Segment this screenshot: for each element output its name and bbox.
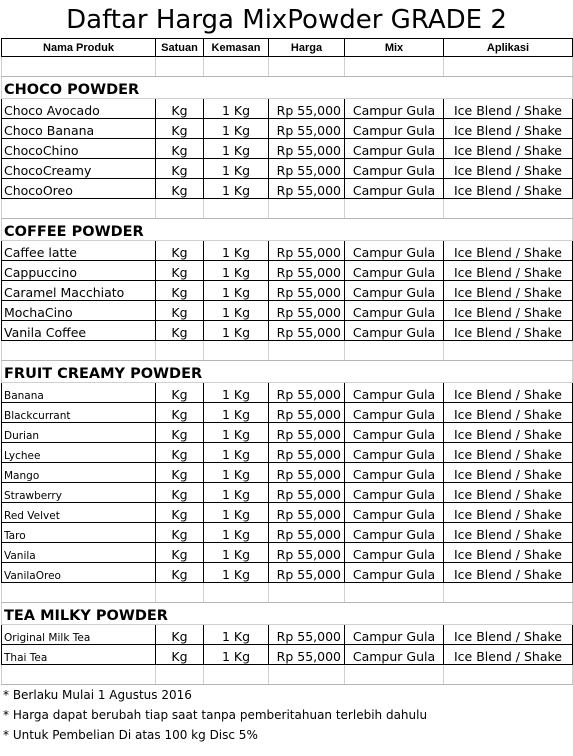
- header-aplikasi: Aplikasi: [444, 39, 573, 57]
- spacer-row: [2, 583, 573, 603]
- application-cell: Ice Blend / Shake: [444, 383, 573, 403]
- price-cell: Rp 55,000: [269, 321, 345, 341]
- empty-cell: [2, 199, 156, 219]
- price-cell: Rp 55,000: [269, 645, 345, 665]
- application-cell: Ice Blend / Shake: [444, 179, 573, 199]
- section-header-row: [2, 77, 573, 99]
- unit-cell: Kg: [156, 563, 204, 583]
- price-cell: Rp 55,000: [269, 563, 345, 583]
- empty-cell: [444, 341, 573, 361]
- mix-cell: Campur Gula: [345, 179, 444, 199]
- product-name-cell: Thai Tea: [2, 645, 156, 665]
- application-cell: Ice Blend / Shake: [444, 159, 573, 179]
- mix-cell: Campur Gula: [345, 139, 444, 159]
- table-row: [2, 301, 573, 321]
- section-title: COFFEE POWDER: [2, 219, 573, 241]
- unit-cell: Kg: [156, 261, 204, 281]
- unit-cell: Kg: [156, 423, 204, 443]
- mix-cell: Campur Gula: [345, 563, 444, 583]
- application-cell: Ice Blend / Shake: [444, 625, 573, 645]
- note-item: * Berlaku Mulai 1 Agustus 2016: [3, 688, 192, 702]
- header-satuan: Satuan: [156, 39, 204, 57]
- empty-cell: [269, 57, 345, 77]
- table-row: [2, 159, 573, 179]
- empty-cell: [269, 199, 345, 219]
- empty-cell: [345, 665, 444, 685]
- empty-cell: [204, 57, 269, 77]
- empty-cell: [444, 199, 573, 219]
- application-cell: Ice Blend / Shake: [444, 139, 573, 159]
- empty-cell: [156, 57, 204, 77]
- product-name-cell: Caramel Macchiato: [2, 281, 156, 301]
- packaging-cell: 1 Kg: [204, 281, 269, 301]
- empty-cell: [444, 665, 573, 685]
- product-name-cell: VanilaOreo: [2, 563, 156, 583]
- empty-cell: [2, 57, 156, 77]
- product-name-cell: Durian: [2, 423, 156, 443]
- unit-cell: Kg: [156, 119, 204, 139]
- spacer-row: [2, 665, 573, 685]
- unit-cell: Kg: [156, 301, 204, 321]
- price-cell: Rp 55,000: [269, 523, 345, 543]
- packaging-cell: 1 Kg: [204, 159, 269, 179]
- table-row: [2, 563, 573, 583]
- product-name-cell: Strawberry: [2, 483, 156, 503]
- packaging-cell: 1 Kg: [204, 241, 269, 261]
- application-cell: Ice Blend / Shake: [444, 321, 573, 341]
- mix-cell: Campur Gula: [345, 543, 444, 563]
- spacer-row: [2, 341, 573, 361]
- packaging-cell: 1 Kg: [204, 119, 269, 139]
- product-name-cell: Choco Banana: [2, 119, 156, 139]
- section-title: TEA MILKY POWDER: [2, 603, 573, 625]
- unit-cell: Kg: [156, 139, 204, 159]
- table-row: [2, 503, 573, 523]
- mix-cell: Campur Gula: [345, 503, 444, 523]
- product-name-cell: ChocoCreamy: [2, 159, 156, 179]
- empty-cell: [156, 341, 204, 361]
- section-title: CHOCO POWDER: [2, 77, 573, 99]
- empty-cell: [345, 341, 444, 361]
- table-row: [2, 281, 573, 301]
- packaging-cell: 1 Kg: [204, 503, 269, 523]
- table-row: [2, 179, 573, 199]
- unit-cell: Kg: [156, 383, 204, 403]
- empty-cell: [345, 57, 444, 77]
- section-header-row: [2, 361, 573, 383]
- unit-cell: Kg: [156, 403, 204, 423]
- table-row: [2, 523, 573, 543]
- note-item: * Harga dapat berubah tiap saat tanpa pemberitahuan terlebih dahulu: [3, 708, 428, 722]
- application-cell: Ice Blend / Shake: [444, 423, 573, 443]
- unit-cell: Kg: [156, 179, 204, 199]
- application-cell: Ice Blend / Shake: [444, 99, 573, 119]
- table-row: [2, 463, 573, 483]
- table-row: [2, 543, 573, 563]
- product-name-cell: ChocoOreo: [2, 179, 156, 199]
- empty-cell: [204, 665, 269, 685]
- table-row: [2, 645, 573, 665]
- price-cell: Rp 55,000: [269, 543, 345, 563]
- application-cell: Ice Blend / Shake: [444, 301, 573, 321]
- empty-cell: [345, 583, 444, 603]
- mix-cell: Campur Gula: [345, 423, 444, 443]
- mix-cell: Campur Gula: [345, 281, 444, 301]
- product-name-cell: Caffee latte: [2, 241, 156, 261]
- section-header-row: [2, 219, 573, 241]
- packaging-cell: 1 Kg: [204, 543, 269, 563]
- unit-cell: Kg: [156, 443, 204, 463]
- empty-cell: [269, 341, 345, 361]
- empty-cell: [204, 199, 269, 219]
- application-cell: Ice Blend / Shake: [444, 443, 573, 463]
- packaging-cell: 1 Kg: [204, 139, 269, 159]
- unit-cell: Kg: [156, 159, 204, 179]
- page-title: Daftar Harga MixPowder GRADE 2: [66, 5, 507, 35]
- table-row: [2, 625, 573, 645]
- unit-cell: Kg: [156, 645, 204, 665]
- table-row: [2, 321, 573, 341]
- empty-cell: [156, 665, 204, 685]
- notes: [0, 685, 573, 745]
- empty-cell: [156, 583, 204, 603]
- price-cell: Rp 55,000: [269, 503, 345, 523]
- empty-cell: [444, 583, 573, 603]
- packaging-cell: 1 Kg: [204, 261, 269, 281]
- price-cell: Rp 55,000: [269, 241, 345, 261]
- price-cell: Rp 55,000: [269, 119, 345, 139]
- price-cell: Rp 55,000: [269, 403, 345, 423]
- table-row: [2, 119, 573, 139]
- price-cell: Rp 55,000: [269, 383, 345, 403]
- mix-cell: Campur Gula: [345, 241, 444, 261]
- price-cell: Rp 55,000: [269, 443, 345, 463]
- product-name-cell: Vanila: [2, 543, 156, 563]
- empty-cell: [444, 57, 573, 77]
- mix-cell: Campur Gula: [345, 483, 444, 503]
- application-cell: Ice Blend / Shake: [444, 523, 573, 543]
- packaging-cell: 1 Kg: [204, 645, 269, 665]
- spacer-row: [2, 57, 573, 77]
- unit-cell: Kg: [156, 483, 204, 503]
- product-name-cell: Original Milk Tea: [2, 625, 156, 645]
- unit-cell: Kg: [156, 241, 204, 261]
- packaging-cell: 1 Kg: [204, 563, 269, 583]
- unit-cell: Kg: [156, 503, 204, 523]
- table-row: [2, 403, 573, 423]
- table-row: [2, 99, 573, 119]
- unit-cell: Kg: [156, 625, 204, 645]
- packaging-cell: 1 Kg: [204, 625, 269, 645]
- product-name-cell: ChocoChino: [2, 139, 156, 159]
- price-cell: Rp 55,000: [269, 483, 345, 503]
- header-nama-produk: Nama Produk: [2, 39, 156, 57]
- section-header-row: [2, 603, 573, 625]
- unit-cell: Kg: [156, 281, 204, 301]
- table-row: [2, 383, 573, 403]
- empty-cell: [204, 583, 269, 603]
- empty-cell: [2, 583, 156, 603]
- packaging-cell: 1 Kg: [204, 423, 269, 443]
- mix-cell: Campur Gula: [345, 321, 444, 341]
- mix-cell: Campur Gula: [345, 463, 444, 483]
- unit-cell: Kg: [156, 543, 204, 563]
- price-cell: Rp 55,000: [269, 301, 345, 321]
- packaging-cell: 1 Kg: [204, 179, 269, 199]
- application-cell: Ice Blend / Shake: [444, 281, 573, 301]
- mix-cell: Campur Gula: [345, 625, 444, 645]
- packaging-cell: 1 Kg: [204, 463, 269, 483]
- header-kemasan: Kemasan: [204, 39, 269, 57]
- unit-cell: Kg: [156, 99, 204, 119]
- product-name-cell: Red Velvet: [2, 503, 156, 523]
- mix-cell: Campur Gula: [345, 645, 444, 665]
- application-cell: Ice Blend / Shake: [444, 543, 573, 563]
- table-row: [2, 261, 573, 281]
- empty-cell: [269, 665, 345, 685]
- product-name-cell: Vanila Coffee: [2, 321, 156, 341]
- price-cell: Rp 55,000: [269, 423, 345, 443]
- mix-cell: Campur Gula: [345, 261, 444, 281]
- mix-cell: Campur Gula: [345, 159, 444, 179]
- application-cell: Ice Blend / Shake: [444, 645, 573, 665]
- empty-cell: [269, 583, 345, 603]
- price-table: [1, 38, 573, 685]
- table-row: [2, 241, 573, 261]
- price-cell: Rp 55,000: [269, 625, 345, 645]
- header-harga: Harga: [269, 39, 345, 57]
- price-cell: Rp 55,000: [269, 261, 345, 281]
- product-name-cell: Lychee: [2, 443, 156, 463]
- application-cell: Ice Blend / Shake: [444, 119, 573, 139]
- unit-cell: Kg: [156, 463, 204, 483]
- product-name-cell: Cappuccino: [2, 261, 156, 281]
- packaging-cell: 1 Kg: [204, 321, 269, 341]
- application-cell: Ice Blend / Shake: [444, 241, 573, 261]
- product-name-cell: MochaCino: [2, 301, 156, 321]
- packaging-cell: 1 Kg: [204, 403, 269, 423]
- product-name-cell: Mango: [2, 463, 156, 483]
- product-name-cell: Banana: [2, 383, 156, 403]
- application-cell: Ice Blend / Shake: [444, 261, 573, 281]
- price-cell: Rp 55,000: [269, 159, 345, 179]
- price-cell: Rp 55,000: [269, 463, 345, 483]
- table-row: [2, 423, 573, 443]
- mix-cell: Campur Gula: [345, 99, 444, 119]
- price-cell: Rp 55,000: [269, 139, 345, 159]
- application-cell: Ice Blend / Shake: [444, 503, 573, 523]
- packaging-cell: 1 Kg: [204, 99, 269, 119]
- table-row: [2, 139, 573, 159]
- mix-cell: Campur Gula: [345, 523, 444, 543]
- mix-cell: Campur Gula: [345, 403, 444, 423]
- empty-cell: [345, 199, 444, 219]
- section-title: FRUIT CREAMY POWDER: [2, 361, 573, 383]
- note-item: * Untuk Pembelian Di atas 100 kg Disc 5%: [3, 728, 258, 742]
- application-cell: Ice Blend / Shake: [444, 483, 573, 503]
- price-cell: Rp 55,000: [269, 281, 345, 301]
- mix-cell: Campur Gula: [345, 383, 444, 403]
- packaging-cell: 1 Kg: [204, 523, 269, 543]
- empty-cell: [156, 199, 204, 219]
- header-row: [2, 39, 573, 57]
- packaging-cell: 1 Kg: [204, 383, 269, 403]
- table-row: [2, 483, 573, 503]
- table-body: [2, 57, 573, 685]
- application-cell: Ice Blend / Shake: [444, 463, 573, 483]
- header-mix: Mix: [345, 39, 444, 57]
- spacer-row: [2, 199, 573, 219]
- product-name-cell: Blackcurrant: [2, 403, 156, 423]
- mix-cell: Campur Gula: [345, 119, 444, 139]
- unit-cell: Kg: [156, 321, 204, 341]
- price-cell: Rp 55,000: [269, 99, 345, 119]
- product-name-cell: Choco Avocado: [2, 99, 156, 119]
- application-cell: Ice Blend / Shake: [444, 563, 573, 583]
- packaging-cell: 1 Kg: [204, 483, 269, 503]
- packaging-cell: 1 Kg: [204, 301, 269, 321]
- empty-cell: [204, 341, 269, 361]
- mix-cell: Campur Gula: [345, 301, 444, 321]
- empty-cell: [2, 341, 156, 361]
- empty-cell: [2, 665, 156, 685]
- application-cell: Ice Blend / Shake: [444, 403, 573, 423]
- price-cell: Rp 55,000: [269, 179, 345, 199]
- product-name-cell: Taro: [2, 523, 156, 543]
- packaging-cell: 1 Kg: [204, 443, 269, 463]
- table-row: [2, 443, 573, 463]
- unit-cell: Kg: [156, 523, 204, 543]
- mix-cell: Campur Gula: [345, 443, 444, 463]
